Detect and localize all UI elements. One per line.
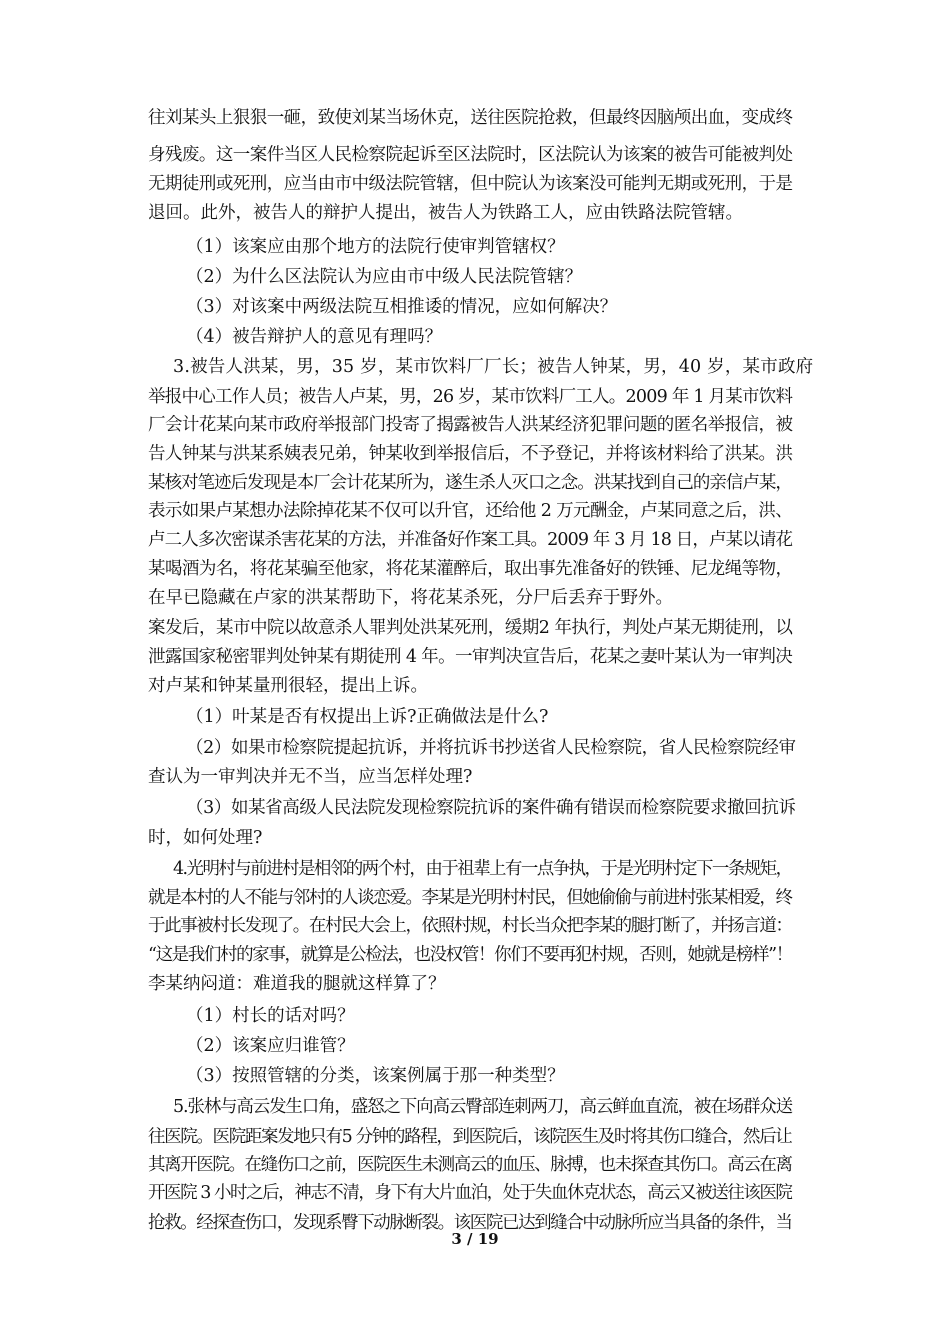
text-line: 4.光明村与前进村是相邻的两个村，由于祖辈上有一点争执，于是光明村定下一条规矩，	[173, 859, 792, 879]
text-line: （1）村长的话对吗？	[186, 1006, 355, 1026]
text-line: 某喝酒为名，将花某骗至他家，将花某灌醉后，取出事先准备好的铁锤、尼龙绳等物，	[148, 559, 793, 579]
text-line: 往刘某头上狠狠一砸，致使刘某当场休克，送往医院抢救，但最终因脑颅出血，变成终	[148, 108, 793, 128]
text-line: （4）被告辩护人的意见有理吗？	[186, 327, 443, 347]
text-line: 表示如果卢某想办法除掉花某不仅可以升官，还给他 2 万元酬金，卢某同意之后，洪、	[148, 501, 793, 521]
text-line: 某核对笔迹后发现是本厂会计花某所为，遂生杀人灭口之念。洪某找到自己的亲信卢某，	[148, 473, 792, 493]
text-line: 5.张林与高云发生口角，盛怒之下向高云臀部连刺两刀，高云鲜血直流，被在场群众送	[173, 1097, 792, 1117]
text-line: （2）如果市检察院提起抗诉，并将抗诉书抄送省人民检察院，省人民检察院经审	[186, 738, 796, 758]
text-line: 时，如何处理?	[148, 828, 263, 848]
text-line: 卢二人多次密谋杀害花某的方法，并准备好作案工具。2009 年 3 月 18 日，卢某以请花	[148, 530, 793, 550]
page-number: 3 / 19	[451, 1230, 499, 1248]
text-line: 其离开医院。在缝伤口之前，医院医生未测高云的血压、脉搏，也未探查其伤口。高云在离	[148, 1155, 792, 1175]
text-line: 身残废。这一案件当区人民检察院起诉至区法院时，区法院认为该案的被告可能被判处	[148, 145, 793, 165]
text-line: 告人钟某与洪某系姨表兄弟，钟某收到举报信后，不予登记，并将该材料给了洪某。洪	[148, 444, 793, 464]
text-line: 李某纳闷道：难道我的腿就这样算了？	[148, 974, 446, 994]
text-line: （1）叶某是否有权提出上诉?正确做法是什么?	[186, 707, 549, 727]
text-line: 查认为一审判决并无不当，应当怎样处理?	[148, 767, 473, 787]
text-line: 泄露国家秘密罪判处钟某有期徒刑 4 年。一审判决宣告后，花某之妻叶某认为一审判决	[148, 647, 793, 667]
text-line: 举报中心工作人员；被告人卢某，男，26 岁，某市饮料厂工人。2009 年 1 月某市饮料	[148, 387, 793, 407]
text-line: （3）如某省高级人民法院发现检察院抗诉的案件确有错误而检察院要求撤回抗诉	[186, 798, 796, 818]
text-line: “这是我们村的家事，就算是公检法，也没权管！你们不要再犯村规，否则，她就是榜样”！	[148, 945, 792, 965]
text-line: （3）按照管辖的分类，该案例属于那一种类型？	[186, 1066, 565, 1086]
text-line: 厂会计花某向某市政府举报部门投寄了揭露被告人洪某经济犯罪问题的匿名举报信，被	[148, 415, 793, 435]
text-line: 就是本村的人不能与邻村的人谈恋爱。李某是光明村村民，但她偷偷与前进村张某相爱，终	[148, 888, 792, 908]
text-line: 对卢某和钟某量刑很轻，提出上诉。	[148, 676, 428, 696]
text-line: 无期徒刑或死刑，应当由市中级法院管辖，但中院认为该案没可能判无期或死刑，于是	[148, 174, 793, 194]
text-line: 开医院 3 小时之后，神志不清，身下有大片血泊，处于失血休克状态，高云又被送往该医院	[148, 1183, 792, 1203]
text-line: （1）该案应由那个地方的法院行使审判管辖权？	[186, 237, 565, 257]
text-line: （2）为什么区法院认为应由市中级人民法院管辖？	[186, 267, 583, 287]
text-line: 案发后，某市中院以故意杀人罪判处洪某死刑，缓期2 年执行，判处卢某无期徒刑，以	[148, 618, 793, 638]
text-line: 退回。此外，被告人的辩护人提出，被告人为铁路工人，应由铁路法院管辖。	[148, 203, 743, 223]
text-line: 于此事被村长发现了。在村民大会上，依照村规，村长当众把李某的腿打断了，并扬言道：	[148, 916, 792, 936]
text-line: 在早已隐藏在卢家的洪某帮助下，将花某杀死，分尸后丢弃于野外。	[148, 588, 673, 608]
text-line: （2）该案应归谁管？	[186, 1036, 355, 1056]
text-line: 抢救。经探查伤口，发现系臀下动脉断裂。该医院已达到缝合中动脉所应当具备的条件，当	[148, 1213, 792, 1233]
text-line: 往医院。医院距案发地只有5 分钟的路程，到医院后，该院医生及时将其伤口缝合，然后让	[148, 1127, 792, 1147]
text-line: （3）对该案中两级法院互相推诿的情况，应如何解决？	[186, 297, 618, 317]
text-line: 3.被告人洪某，男，35 岁，某市饮料厂厂长；被告人钟某，男，40 岁，某市政府	[173, 357, 814, 377]
